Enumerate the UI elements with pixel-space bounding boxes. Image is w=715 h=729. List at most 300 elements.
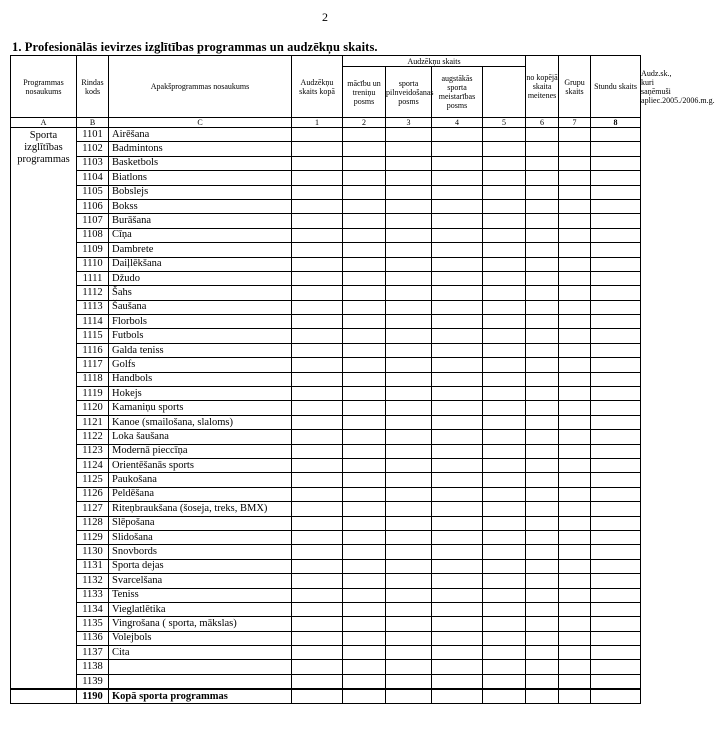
entry-cell[interactable]	[591, 271, 641, 285]
entry-cell[interactable]	[526, 329, 559, 343]
entry-cell[interactable]	[432, 286, 483, 300]
entry-cell[interactable]	[559, 674, 591, 689]
entry-cell[interactable]	[386, 271, 432, 285]
entry-cell[interactable]	[483, 545, 526, 559]
entry-cell[interactable]	[343, 243, 386, 257]
entry-cell[interactable]	[591, 185, 641, 199]
entry-cell[interactable]	[591, 444, 641, 458]
entry-cell[interactable]	[591, 214, 641, 228]
entry-cell[interactable]	[526, 358, 559, 372]
entry-cell[interactable]	[526, 617, 559, 631]
entry-cell[interactable]	[526, 545, 559, 559]
entry-cell[interactable]	[483, 199, 526, 213]
entry-cell[interactable]	[386, 516, 432, 530]
entry-cell[interactable]	[559, 228, 591, 242]
entry-cell[interactable]	[559, 257, 591, 271]
entry-cell[interactable]	[591, 617, 641, 631]
entry-cell[interactable]	[386, 142, 432, 156]
entry-cell[interactable]	[483, 631, 526, 645]
entry-cell[interactable]	[432, 430, 483, 444]
entry-cell[interactable]	[526, 343, 559, 357]
entry-cell[interactable]	[432, 574, 483, 588]
entry-cell[interactable]	[559, 171, 591, 185]
entry-cell[interactable]	[559, 444, 591, 458]
entry-cell[interactable]	[386, 358, 432, 372]
entry-cell[interactable]	[591, 243, 641, 257]
entry-cell[interactable]	[559, 502, 591, 516]
entry-cell[interactable]	[526, 674, 559, 689]
entry-cell[interactable]	[559, 602, 591, 616]
entry-cell[interactable]	[591, 530, 641, 544]
entry-cell[interactable]	[432, 487, 483, 501]
entry-cell[interactable]	[386, 458, 432, 472]
entry-cell[interactable]	[432, 415, 483, 429]
entry-cell[interactable]	[526, 142, 559, 156]
entry-cell[interactable]	[432, 156, 483, 170]
entry-cell[interactable]	[591, 401, 641, 415]
total-entry-cell[interactable]	[432, 689, 483, 704]
entry-cell[interactable]	[559, 487, 591, 501]
entry-cell[interactable]	[432, 243, 483, 257]
entry-cell[interactable]	[432, 660, 483, 674]
entry-cell[interactable]	[292, 444, 343, 458]
entry-cell[interactable]	[526, 473, 559, 487]
entry-cell[interactable]	[526, 646, 559, 660]
entry-cell[interactable]	[386, 199, 432, 213]
entry-cell[interactable]	[343, 300, 386, 314]
entry-cell[interactable]	[386, 444, 432, 458]
entry-cell[interactable]	[591, 473, 641, 487]
entry-cell[interactable]	[483, 171, 526, 185]
entry-cell[interactable]	[526, 214, 559, 228]
entry-cell[interactable]	[292, 458, 343, 472]
entry-cell[interactable]	[386, 545, 432, 559]
entry-cell[interactable]	[526, 300, 559, 314]
entry-cell[interactable]	[432, 516, 483, 530]
entry-cell[interactable]	[386, 487, 432, 501]
entry-cell[interactable]	[483, 286, 526, 300]
entry-cell[interactable]	[559, 300, 591, 314]
entry-cell[interactable]	[343, 458, 386, 472]
entry-cell[interactable]	[483, 660, 526, 674]
entry-cell[interactable]	[483, 128, 526, 142]
entry-cell[interactable]	[432, 358, 483, 372]
entry-cell[interactable]	[343, 617, 386, 631]
total-entry-cell[interactable]	[292, 689, 343, 704]
entry-cell[interactable]	[432, 588, 483, 602]
entry-cell[interactable]	[483, 487, 526, 501]
entry-cell[interactable]	[292, 530, 343, 544]
entry-cell[interactable]	[292, 401, 343, 415]
entry-cell[interactable]	[343, 128, 386, 142]
entry-cell[interactable]	[292, 343, 343, 357]
entry-cell[interactable]	[591, 286, 641, 300]
entry-cell[interactable]	[432, 444, 483, 458]
entry-cell[interactable]	[343, 257, 386, 271]
entry-cell[interactable]	[343, 214, 386, 228]
entry-cell[interactable]	[483, 228, 526, 242]
entry-cell[interactable]	[343, 574, 386, 588]
entry-cell[interactable]	[292, 214, 343, 228]
entry-cell[interactable]	[432, 631, 483, 645]
entry-cell[interactable]	[292, 502, 343, 516]
entry-cell[interactable]	[591, 516, 641, 530]
entry-cell[interactable]	[559, 588, 591, 602]
entry-cell[interactable]	[591, 387, 641, 401]
entry-cell[interactable]	[483, 516, 526, 530]
entry-cell[interactable]	[343, 444, 386, 458]
entry-cell[interactable]	[386, 372, 432, 386]
entry-cell[interactable]	[559, 559, 591, 573]
entry-cell[interactable]	[483, 387, 526, 401]
total-entry-cell[interactable]	[591, 689, 641, 704]
entry-cell[interactable]	[526, 128, 559, 142]
entry-cell[interactable]	[386, 286, 432, 300]
entry-cell[interactable]	[559, 271, 591, 285]
entry-cell[interactable]	[591, 660, 641, 674]
entry-cell[interactable]	[526, 387, 559, 401]
entry-cell[interactable]	[386, 602, 432, 616]
entry-cell[interactable]	[386, 473, 432, 487]
entry-cell[interactable]	[432, 602, 483, 616]
entry-cell[interactable]	[591, 300, 641, 314]
entry-cell[interactable]	[483, 257, 526, 271]
entry-cell[interactable]	[591, 171, 641, 185]
entry-cell[interactable]	[591, 602, 641, 616]
entry-cell[interactable]	[292, 199, 343, 213]
entry-cell[interactable]	[559, 401, 591, 415]
entry-cell[interactable]	[292, 315, 343, 329]
entry-cell[interactable]	[432, 300, 483, 314]
entry-cell[interactable]	[526, 430, 559, 444]
entry-cell[interactable]	[386, 257, 432, 271]
entry-cell[interactable]	[591, 458, 641, 472]
entry-cell[interactable]	[292, 286, 343, 300]
entry-cell[interactable]	[559, 286, 591, 300]
entry-cell[interactable]	[343, 372, 386, 386]
entry-cell[interactable]	[292, 415, 343, 429]
entry-cell[interactable]	[483, 473, 526, 487]
entry-cell[interactable]	[526, 559, 559, 573]
entry-cell[interactable]	[343, 516, 386, 530]
entry-cell[interactable]	[483, 329, 526, 343]
entry-cell[interactable]	[343, 329, 386, 343]
entry-cell[interactable]	[483, 185, 526, 199]
entry-cell[interactable]	[559, 617, 591, 631]
entry-cell[interactable]	[386, 646, 432, 660]
entry-cell[interactable]	[483, 315, 526, 329]
entry-cell[interactable]	[386, 401, 432, 415]
entry-cell[interactable]	[432, 458, 483, 472]
entry-cell[interactable]	[559, 473, 591, 487]
entry-cell[interactable]	[483, 530, 526, 544]
entry-cell[interactable]	[483, 617, 526, 631]
entry-cell[interactable]	[343, 343, 386, 357]
total-entry-cell[interactable]	[526, 689, 559, 704]
entry-cell[interactable]	[343, 156, 386, 170]
entry-cell[interactable]	[483, 372, 526, 386]
entry-cell[interactable]	[343, 646, 386, 660]
entry-cell[interactable]	[526, 199, 559, 213]
entry-cell[interactable]	[526, 415, 559, 429]
entry-cell[interactable]	[292, 128, 343, 142]
entry-cell[interactable]	[526, 458, 559, 472]
entry-cell[interactable]	[432, 545, 483, 559]
entry-cell[interactable]	[559, 214, 591, 228]
entry-cell[interactable]	[483, 214, 526, 228]
entry-cell[interactable]	[559, 458, 591, 472]
entry-cell[interactable]	[526, 516, 559, 530]
entry-cell[interactable]	[526, 185, 559, 199]
entry-cell[interactable]	[343, 401, 386, 415]
entry-cell[interactable]	[526, 315, 559, 329]
entry-cell[interactable]	[432, 128, 483, 142]
entry-cell[interactable]	[559, 329, 591, 343]
entry-cell[interactable]	[292, 156, 343, 170]
entry-cell[interactable]	[483, 444, 526, 458]
entry-cell[interactable]	[591, 142, 641, 156]
entry-cell[interactable]	[432, 617, 483, 631]
entry-cell[interactable]	[483, 458, 526, 472]
entry-cell[interactable]	[591, 674, 641, 689]
entry-cell[interactable]	[292, 142, 343, 156]
entry-cell[interactable]	[526, 243, 559, 257]
entry-cell[interactable]	[483, 588, 526, 602]
entry-cell[interactable]	[483, 343, 526, 357]
entry-cell[interactable]	[483, 559, 526, 573]
entry-cell[interactable]	[526, 156, 559, 170]
entry-cell[interactable]	[386, 559, 432, 573]
entry-cell[interactable]	[432, 271, 483, 285]
entry-cell[interactable]	[526, 257, 559, 271]
entry-cell[interactable]	[483, 502, 526, 516]
entry-cell[interactable]	[343, 588, 386, 602]
entry-cell[interactable]	[559, 660, 591, 674]
entry-cell[interactable]	[559, 574, 591, 588]
entry-cell[interactable]	[343, 631, 386, 645]
entry-cell[interactable]	[292, 631, 343, 645]
entry-cell[interactable]	[292, 674, 343, 689]
entry-cell[interactable]	[591, 199, 641, 213]
entry-cell[interactable]	[559, 315, 591, 329]
entry-cell[interactable]	[386, 674, 432, 689]
entry-cell[interactable]	[292, 559, 343, 573]
entry-cell[interactable]	[292, 617, 343, 631]
entry-cell[interactable]	[386, 617, 432, 631]
entry-cell[interactable]	[559, 631, 591, 645]
entry-cell[interactable]	[343, 545, 386, 559]
entry-cell[interactable]	[343, 660, 386, 674]
entry-cell[interactable]	[292, 300, 343, 314]
entry-cell[interactable]	[591, 343, 641, 357]
entry-cell[interactable]	[343, 559, 386, 573]
entry-cell[interactable]	[526, 271, 559, 285]
entry-cell[interactable]	[432, 530, 483, 544]
entry-cell[interactable]	[432, 214, 483, 228]
entry-cell[interactable]	[559, 128, 591, 142]
entry-cell[interactable]	[591, 372, 641, 386]
entry-cell[interactable]	[432, 315, 483, 329]
entry-cell[interactable]	[292, 660, 343, 674]
entry-cell[interactable]	[483, 674, 526, 689]
entry-cell[interactable]	[386, 631, 432, 645]
entry-cell[interactable]	[432, 185, 483, 199]
entry-cell[interactable]	[432, 674, 483, 689]
entry-cell[interactable]	[483, 401, 526, 415]
entry-cell[interactable]	[591, 487, 641, 501]
entry-cell[interactable]	[386, 588, 432, 602]
entry-cell[interactable]	[386, 228, 432, 242]
entry-cell[interactable]	[343, 530, 386, 544]
entry-cell[interactable]	[432, 502, 483, 516]
entry-cell[interactable]	[343, 430, 386, 444]
entry-cell[interactable]	[292, 243, 343, 257]
entry-cell[interactable]	[386, 243, 432, 257]
entry-cell[interactable]	[591, 559, 641, 573]
entry-cell[interactable]	[432, 559, 483, 573]
entry-cell[interactable]	[343, 602, 386, 616]
entry-cell[interactable]	[591, 257, 641, 271]
entry-cell[interactable]	[386, 329, 432, 343]
entry-cell[interactable]	[343, 171, 386, 185]
entry-cell[interactable]	[343, 358, 386, 372]
entry-cell[interactable]	[292, 487, 343, 501]
entry-cell[interactable]	[526, 228, 559, 242]
entry-cell[interactable]	[432, 228, 483, 242]
entry-cell[interactable]	[526, 631, 559, 645]
entry-cell[interactable]	[526, 574, 559, 588]
entry-cell[interactable]	[526, 530, 559, 544]
entry-cell[interactable]	[559, 156, 591, 170]
entry-cell[interactable]	[483, 358, 526, 372]
entry-cell[interactable]	[432, 473, 483, 487]
entry-cell[interactable]	[292, 228, 343, 242]
entry-cell[interactable]	[559, 545, 591, 559]
total-entry-cell[interactable]	[343, 689, 386, 704]
entry-cell[interactable]	[292, 387, 343, 401]
entry-cell[interactable]	[591, 315, 641, 329]
entry-cell[interactable]	[432, 646, 483, 660]
entry-cell[interactable]	[483, 300, 526, 314]
entry-cell[interactable]	[483, 142, 526, 156]
entry-cell[interactable]	[343, 387, 386, 401]
entry-cell[interactable]	[432, 199, 483, 213]
entry-cell[interactable]	[526, 602, 559, 616]
entry-cell[interactable]	[526, 401, 559, 415]
entry-cell[interactable]	[483, 156, 526, 170]
entry-cell[interactable]	[591, 430, 641, 444]
entry-cell[interactable]	[559, 243, 591, 257]
entry-cell[interactable]	[559, 185, 591, 199]
entry-cell[interactable]	[559, 199, 591, 213]
entry-cell[interactable]	[483, 602, 526, 616]
entry-cell[interactable]	[386, 343, 432, 357]
entry-cell[interactable]	[292, 574, 343, 588]
entry-cell[interactable]	[591, 574, 641, 588]
entry-cell[interactable]	[559, 343, 591, 357]
entry-cell[interactable]	[292, 372, 343, 386]
entry-cell[interactable]	[591, 329, 641, 343]
entry-cell[interactable]	[386, 530, 432, 544]
entry-cell[interactable]	[432, 401, 483, 415]
entry-cell[interactable]	[343, 473, 386, 487]
entry-cell[interactable]	[591, 646, 641, 660]
total-entry-cell[interactable]	[483, 689, 526, 704]
entry-cell[interactable]	[292, 545, 343, 559]
entry-cell[interactable]	[343, 271, 386, 285]
entry-cell[interactable]	[526, 444, 559, 458]
entry-cell[interactable]	[432, 343, 483, 357]
entry-cell[interactable]	[483, 430, 526, 444]
total-entry-cell[interactable]	[559, 689, 591, 704]
entry-cell[interactable]	[559, 516, 591, 530]
entry-cell[interactable]	[386, 185, 432, 199]
entry-cell[interactable]	[386, 502, 432, 516]
entry-cell[interactable]	[292, 171, 343, 185]
entry-cell[interactable]	[432, 257, 483, 271]
entry-cell[interactable]	[526, 487, 559, 501]
entry-cell[interactable]	[292, 257, 343, 271]
entry-cell[interactable]	[591, 545, 641, 559]
entry-cell[interactable]	[559, 142, 591, 156]
entry-cell[interactable]	[591, 228, 641, 242]
entry-cell[interactable]	[343, 674, 386, 689]
entry-cell[interactable]	[483, 646, 526, 660]
entry-cell[interactable]	[343, 228, 386, 242]
entry-cell[interactable]	[386, 315, 432, 329]
entry-cell[interactable]	[386, 430, 432, 444]
total-entry-cell[interactable]	[386, 689, 432, 704]
entry-cell[interactable]	[559, 530, 591, 544]
entry-cell[interactable]	[559, 430, 591, 444]
entry-cell[interactable]	[386, 156, 432, 170]
entry-cell[interactable]	[432, 142, 483, 156]
entry-cell[interactable]	[432, 372, 483, 386]
entry-cell[interactable]	[432, 329, 483, 343]
entry-cell[interactable]	[292, 430, 343, 444]
entry-cell[interactable]	[343, 286, 386, 300]
entry-cell[interactable]	[343, 315, 386, 329]
entry-cell[interactable]	[343, 142, 386, 156]
entry-cell[interactable]	[386, 214, 432, 228]
entry-cell[interactable]	[591, 358, 641, 372]
entry-cell[interactable]	[591, 156, 641, 170]
entry-cell[interactable]	[292, 516, 343, 530]
entry-cell[interactable]	[559, 646, 591, 660]
entry-cell[interactable]	[526, 588, 559, 602]
entry-cell[interactable]	[591, 631, 641, 645]
entry-cell[interactable]	[591, 128, 641, 142]
entry-cell[interactable]	[559, 358, 591, 372]
entry-cell[interactable]	[386, 128, 432, 142]
entry-cell[interactable]	[526, 660, 559, 674]
entry-cell[interactable]	[386, 387, 432, 401]
entry-cell[interactable]	[292, 646, 343, 660]
entry-cell[interactable]	[526, 286, 559, 300]
entry-cell[interactable]	[386, 660, 432, 674]
entry-cell[interactable]	[559, 415, 591, 429]
entry-cell[interactable]	[292, 271, 343, 285]
entry-cell[interactable]	[526, 372, 559, 386]
entry-cell[interactable]	[292, 588, 343, 602]
entry-cell[interactable]	[386, 574, 432, 588]
entry-cell[interactable]	[591, 502, 641, 516]
entry-cell[interactable]	[343, 415, 386, 429]
entry-cell[interactable]	[526, 171, 559, 185]
entry-cell[interactable]	[386, 171, 432, 185]
entry-cell[interactable]	[292, 329, 343, 343]
entry-cell[interactable]	[526, 502, 559, 516]
